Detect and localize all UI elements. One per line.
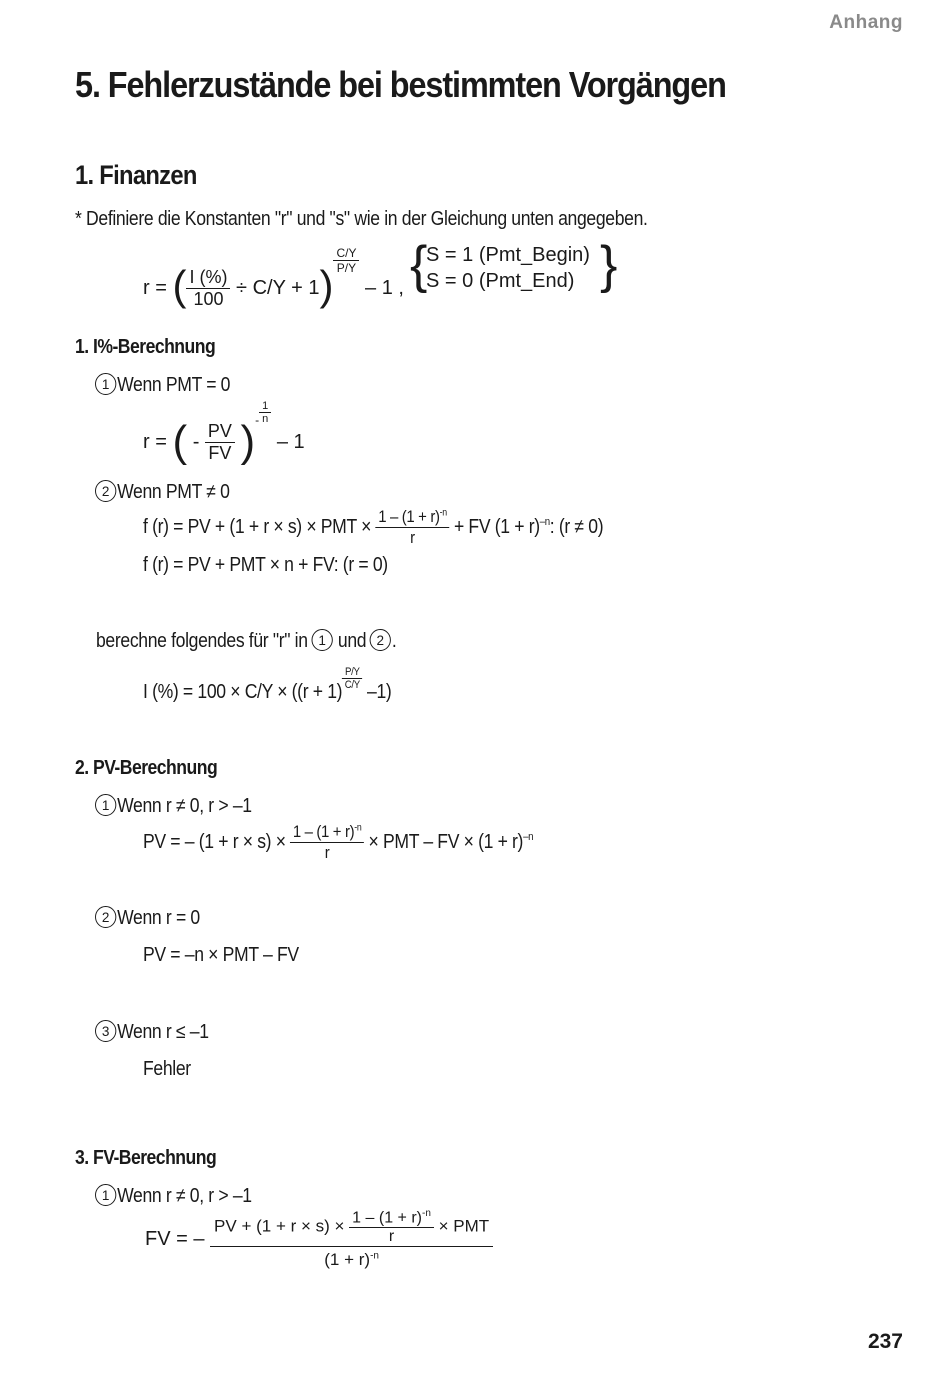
formula-r-definition: r = ( $\frac{I (\%)}{100}$ ÷ C/Y + 1) $\frac{C/Y}{P/Y}$ – 1 , (143, 246, 404, 310)
circled-number: 2 (95, 480, 116, 502)
pv-case3: 3 Wenn r ≤ –1 (96, 1020, 209, 1044)
ipct-case1: 1 Wenn PMT = 0 (96, 373, 230, 397)
circled-number: 1 (95, 373, 116, 395)
ipct-formula3: I (%) = 100 × C/Y × ((r + 1) $\frac{P/Y}{C/Y}$ –1) (143, 666, 392, 703)
fv-formula1: FV = – PV + (1 + r × s) × $\frac{1 - (1 + r)^{-n}}{r}$ × PMT $(1 + r)^{-n}$ (145, 1208, 493, 1270)
fv-case1: 1 Wenn r ≠ 0, r > –1 (96, 1184, 252, 1208)
circled-number: 2 (95, 906, 116, 928)
ipct-heading: 1. I%-Berechnung (75, 336, 216, 358)
pv-heading: 2. PV-Berechnung (75, 757, 218, 779)
circled-number: 1 (95, 794, 116, 816)
ipct-formula1: r = ( - $\frac{PV}{FV}$ )- $\frac{1}{n}$ – 1 (143, 400, 305, 466)
section-heading: 1. Finanzen (75, 160, 197, 190)
pv-case2: 2 Wenn r = 0 (96, 906, 200, 930)
calc-instruction: berechne folgendes für "r" in 1 und 2 . (96, 630, 397, 652)
pv-formula1: PV = – (1 + r × s) × $\frac{1 - (1 + r)^{-n}}{r}$ × PMT – FV × $(1 + r)^{-n}$ (143, 822, 534, 862)
fv-heading: 3. FV-Berechnung (75, 1147, 217, 1169)
circled-number: 3 (95, 1020, 116, 1042)
circled-number: 1 (311, 629, 332, 651)
ipct-formula2b: f (r) = PV + PMT × n + FV: (r = 0) (143, 554, 388, 576)
section-label: Anhang (829, 12, 903, 33)
ipct-case2: 2 Wenn PMT ≠ 0 (96, 480, 230, 504)
circled-number: 1 (95, 1184, 116, 1206)
note-text: * Definiere die Konstanten "r" und "s" wie in der Gleichung unten angegeben. (75, 208, 648, 230)
circled-number: 2 (370, 629, 391, 651)
page-title: 5. Fehlerzustände bei bestimmten Vorgängen (75, 64, 726, 105)
pv-formula2: PV = –n × PMT – FV (143, 944, 299, 966)
pv-formula3: Fehler (143, 1058, 191, 1080)
page-number: 237 (867, 1330, 903, 1353)
ipct-formula2a: f (r) = PV + (1 + r × s) × PMT × $\frac{1 - (1 + r)^{-n}}{r}$ + FV $(1 + r)^{-n}$: (r ≠ 0) (143, 507, 604, 547)
pv-case1: 1 Wenn r ≠ 0, r > –1 (96, 794, 252, 818)
